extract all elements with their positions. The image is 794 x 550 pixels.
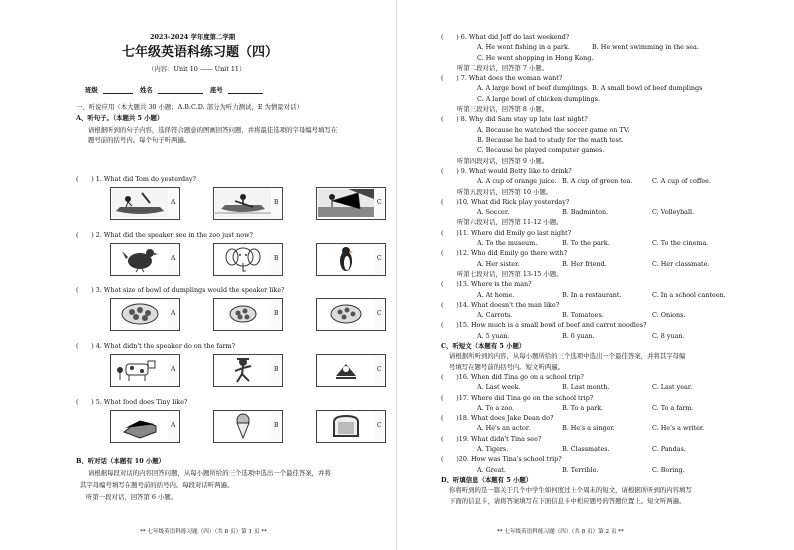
- elephant-picture: [215, 245, 271, 277]
- answer-option-b: B. To a park.: [562, 404, 604, 412]
- answer-option: C. He went shopping in Hong Kong.: [477, 54, 594, 62]
- option-letter: B: [274, 310, 279, 317]
- section-instruction: 请根据所听到的内容，从每小题所给的三个选项中选出一个最佳答案，并将其字母编: [449, 352, 686, 360]
- year-term: 2023-2024 学年度第二学期: [150, 33, 236, 41]
- part-b-first: 听第一段对话，回答第 6 小题。: [86, 493, 178, 501]
- class-blank[interactable]: [103, 93, 133, 94]
- answer-option-a: A. To a zoo.: [477, 404, 515, 412]
- question-3-stem: ( ) 3. What size of bowl of dumplings would the speaker like?: [76, 286, 285, 294]
- section-instruction: 你将听到的是一篇关于几个中学生如何度过上个周末的短文，请根据所听到的内容填写: [449, 486, 692, 494]
- answer-option-c: C. He's a writer.: [652, 424, 705, 432]
- seat-blank[interactable]: [228, 93, 263, 94]
- option-letter: B: [274, 366, 279, 373]
- answer-option-b: B. 6 yuan.: [562, 332, 595, 340]
- part-b-instruction-2: 其字母编号填写在题号前的括号内。每段对话听两遍。: [80, 481, 234, 489]
- question-stem: ( )16. When did Tina go on a school trip?: [441, 373, 584, 381]
- question-2-option-c: [316, 243, 386, 276]
- question-2-stem: ( ) 2. What did the speaker see in the zoo just now?: [76, 231, 253, 239]
- question-stem: ( )13. Where is the man?: [441, 280, 532, 288]
- part-a-heading: A、听句子。（本题共 5 小题）: [76, 114, 164, 122]
- answer-option: A. Because he watched the soccer game on TV.: [477, 126, 630, 134]
- option-letter: C: [377, 422, 382, 429]
- answer-option-b: B. Her friend.: [562, 260, 607, 268]
- scope: （内容：Unit 10 —— Unit 11）: [148, 65, 246, 73]
- question-5-stem: ( ) 5. What food does Tiny like?: [76, 398, 188, 406]
- answer-option-c: C. Her classmate.: [652, 260, 710, 268]
- answer-option-b: B. Terrible.: [562, 466, 599, 474]
- answer-option-b: B. A cup of green tea.: [562, 177, 633, 185]
- question-stem: ( )19. What didn't Tina see?: [441, 435, 542, 443]
- boy-rowing-boat-picture: [215, 189, 271, 221]
- question-5-option-a: [110, 410, 180, 443]
- small-bowl-dumplings-picture: [215, 300, 271, 332]
- question-stem: ( )14. What doesn't the man like?: [441, 301, 560, 309]
- page-title: 七年级英语科练习题（四）: [122, 45, 279, 60]
- question-stem: ( ) 8. Why did Sam stay up late last night?: [441, 115, 588, 123]
- option-letter: C: [377, 366, 382, 373]
- boy-dragon-boat-picture: [112, 189, 168, 221]
- question-1-stem: ( ) 1. What did Tom do yesterday?: [76, 175, 196, 183]
- section-1-heading: 一、听说应用（本大题共 30 小题；A.B.C.D. 部分为听力测试，E 为情景对话）: [76, 103, 303, 111]
- question-4-stem: ( ) 4. What didn't the speaker do on the farm?: [76, 342, 236, 350]
- answer-option-a: A. Last week.: [477, 383, 521, 391]
- answer-option-c: C. Pandas.: [652, 445, 686, 453]
- question-stem: ( ) 9. What would Betty like to drink?: [441, 167, 572, 175]
- answer-option-a: A. Tigers.: [477, 445, 509, 453]
- section-instruction: 号填写在题号前的括号内。短文听两遍。: [449, 363, 565, 371]
- answer-option-c: C. In a school canteen.: [652, 291, 726, 299]
- ice-cream-picture: [215, 412, 271, 444]
- bowl-dumplings-picture: [318, 300, 374, 332]
- question-stem: ( )20. How was Tina's school trip?: [441, 455, 562, 463]
- question-stem: ( )17. Where did Tina go on the school trip?: [441, 394, 594, 402]
- answer-option-b: B. In a restaurant.: [562, 291, 622, 299]
- sandwich-cake-picture: [112, 412, 168, 444]
- name-blank[interactable]: [158, 93, 203, 94]
- question-2-option-b: [213, 243, 283, 276]
- option-letter: B: [274, 199, 279, 206]
- answer-option: B. Because he had to study for the math test.: [477, 136, 624, 144]
- answer-option-a: A. 5 yuan.: [477, 332, 510, 340]
- large-bowl-dumplings-picture: [112, 300, 168, 332]
- boy-fishing-picture: [318, 189, 374, 221]
- question-5-option-c: [316, 410, 386, 443]
- answer-option-a: A. At home.: [477, 291, 515, 299]
- class-label: 班级: [85, 86, 98, 94]
- answer-option-a: A. Great.: [477, 466, 507, 474]
- cartoon-figure-picture: [318, 356, 374, 388]
- toast-bread-picture: [318, 412, 374, 444]
- answer-option-a: A. He went fishing in a park.: [477, 43, 570, 51]
- penguin-picture: [318, 245, 374, 277]
- footer-page-1: ** 七年级英语科练习题（四）（共 8 页）第 1 页 **: [140, 529, 267, 535]
- dialogue-note: 听第二段对话，回答第 7 小题。: [457, 64, 549, 72]
- question-4-option-b: [213, 354, 283, 387]
- answer-option-b: B. Tomatoes.: [562, 311, 604, 319]
- answer-option-c: C. Volleyball.: [652, 208, 695, 216]
- part-b-heading: B、听对话（本题有 10 小题）: [76, 457, 166, 465]
- question-stem: ( )18. What does Jake Dean do?: [441, 414, 554, 422]
- question-stem: ( )10. What did Rick play yesterday?: [441, 198, 570, 206]
- answer-option: C. A large bowl of chicken dumplings.: [477, 95, 600, 103]
- answer-option-b: B. Last month.: [562, 383, 610, 391]
- answer-option-c: C. To the cinema.: [652, 239, 709, 247]
- question-stem: ( )15. How much is a small bowl of beef and carrot noodles?: [441, 321, 647, 329]
- answer-option-c: C. 8 yuan.: [652, 332, 685, 340]
- name-label: 姓名: [140, 86, 153, 94]
- question-3-option-b: [213, 298, 283, 331]
- section-heading: D、听填信息（本题有 5 小题）: [441, 476, 533, 484]
- answer-option-a: A. Her sister.: [477, 260, 520, 268]
- question-1-option-a: [110, 187, 180, 220]
- seat-label: 座号: [210, 86, 223, 94]
- option-letter: A: [171, 310, 176, 317]
- answer-option-a: A. Soccer.: [477, 208, 510, 216]
- question-1-option-c: [316, 187, 386, 220]
- dialogue-note: 听第七段对话，回答第 13-15 小题。: [457, 270, 563, 278]
- question-4-option-c: [316, 354, 386, 387]
- dialogue-note: 听第六段对话，回答第 11-12 小题。: [457, 218, 563, 226]
- option-letter: A: [171, 422, 176, 429]
- question-stem: ( )11. Where did Emily go last night?: [441, 229, 572, 237]
- dialogue-note: 听第四段对话，回答第 9 小题。: [457, 157, 549, 165]
- part-a-instruction-1: 请根据听到的句子内容，选择符合题意的图画回答问题，并将最佳选项的字母编号填写在: [88, 126, 338, 134]
- right-page: [397, 0, 794, 550]
- option-letter: C: [377, 310, 382, 317]
- option-letter: A: [171, 366, 176, 373]
- answer-option-b: B. Badminton.: [562, 208, 609, 216]
- question-stem: ( ) 7. What does the woman want?: [441, 74, 563, 82]
- option-letter: B: [274, 422, 279, 429]
- answer-option-c: C. To a farm.: [652, 404, 694, 412]
- question-3-option-c: [316, 298, 386, 331]
- option-letter: B: [274, 255, 279, 262]
- option-letter: C: [377, 255, 382, 262]
- answer-option-a: A. To the museum.: [477, 239, 538, 247]
- part-b-instruction-1: 请根据每段对话的内容回答问题，从每小题所给的三个选项中选出一个最佳答案，并将: [88, 469, 331, 477]
- answer-option-c: C. A cup of coffee.: [652, 177, 711, 185]
- option-letter: A: [171, 199, 176, 206]
- answer-option-c: C. Boring.: [652, 466, 685, 474]
- answer-option-a: A. Carrots.: [477, 311, 513, 319]
- answer-option-b: B. He's a singer.: [562, 424, 615, 432]
- answer-option-c: C. Last year.: [652, 383, 693, 391]
- question-stem: ( )12. Who did Emily go there with?: [441, 249, 568, 257]
- option-letter: A: [171, 255, 176, 262]
- section-instruction: 下面的信息卡，请将答案填写在下面信息卡中相应题号的答题位置上。短文听两遍。: [449, 497, 686, 505]
- answer-option-b: B. Classmates.: [562, 445, 610, 453]
- answer-option-c: C. Onions.: [652, 311, 686, 319]
- footer-page-2: ** 七年级英语科练习题（四）（共 8 页）第 2 页 **: [497, 529, 624, 535]
- answer-option-a: A. He's an actor.: [477, 424, 531, 432]
- section-heading: C、听短文（本题有 5 小题）: [441, 342, 526, 350]
- milking-cow-picture: [112, 356, 168, 388]
- dialogue-note: 听第五段对话，回答第 10 小题。: [457, 188, 553, 196]
- question-2-option-a: [110, 243, 180, 276]
- answer-option-a: A. A cup of orange juice.: [477, 177, 557, 185]
- dialogue-note: 听第三段对话，回答第 8 小题。: [457, 105, 549, 113]
- answer-option-b: B. To the park.: [562, 239, 610, 247]
- question-stem: ( ) 6. What did Jeff do last weekend?: [441, 33, 570, 41]
- answer-option-b: B. A small bowl of beef dumplings: [592, 84, 703, 92]
- question-4-option-a: [110, 354, 180, 387]
- answer-option-b: B. He went swimming in the sea.: [592, 43, 699, 51]
- option-letter: C: [377, 199, 382, 206]
- part-a-instruction-2: 题号前的括号内。每个句子听两遍。: [88, 136, 191, 144]
- answer-option-a: A. A large bowl of beef dumplings.: [477, 84, 589, 92]
- question-5-option-b: [213, 410, 283, 443]
- boy-running-picture: [215, 356, 271, 388]
- question-3-option-a: [110, 298, 180, 331]
- question-1-option-b: [213, 187, 283, 220]
- hen-picture: [112, 245, 168, 277]
- answer-option: C. Because he played computer games.: [477, 146, 605, 154]
